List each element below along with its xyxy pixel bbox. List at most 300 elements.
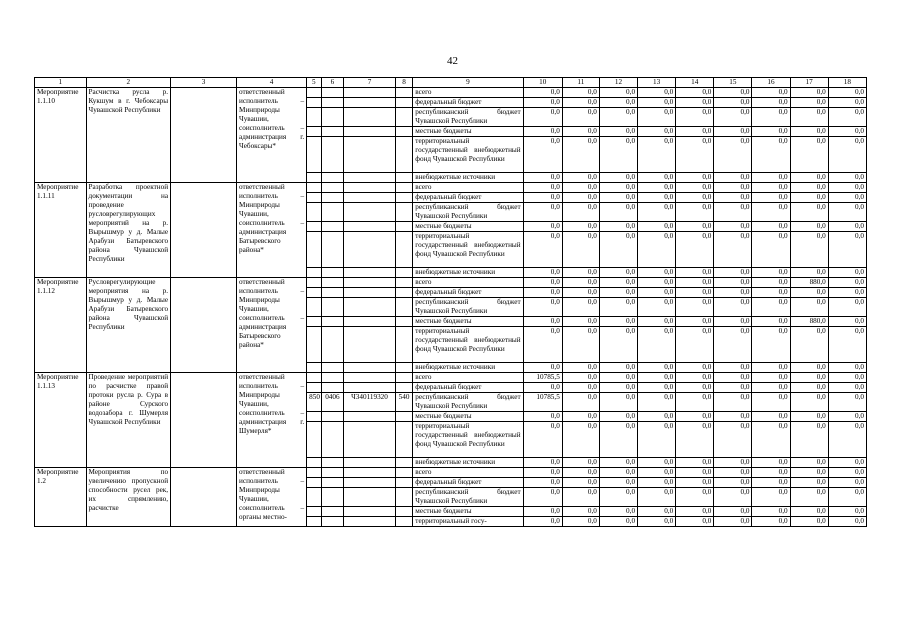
amount-cell: 0,0	[523, 363, 562, 373]
budget-code-c5	[307, 222, 321, 232]
column-number-header: 5	[307, 78, 321, 88]
amount-cell: 0,0	[752, 193, 790, 203]
amount-cell: 0,0	[790, 193, 828, 203]
amount-cell: 0,0	[599, 183, 637, 193]
column-number-header: 8	[395, 78, 413, 88]
amount-cell: 0,0	[714, 478, 752, 488]
amount-cell: 0,0	[676, 363, 714, 373]
amount-cell: 0,0	[714, 317, 752, 327]
budget-code-c5	[307, 298, 321, 317]
amount-cell: 0,0	[638, 458, 676, 468]
funding-source: территориальный государственный внебюджетный фонд Чувашской Республики	[413, 232, 523, 268]
amount-cell: 0,0	[828, 88, 866, 98]
amount-cell: 0,0	[599, 317, 637, 327]
funding-source: территориальный государственный внебюджетный фонд Чувашской Республики	[413, 137, 523, 173]
amount-cell: 0,0	[828, 98, 866, 108]
budget-code-c8	[395, 422, 413, 458]
funding-source: всего	[413, 278, 523, 288]
amount-cell: 0,0	[523, 203, 562, 222]
amount-cell: 0,0	[752, 232, 790, 268]
amount-cell: 0,0	[790, 173, 828, 183]
budget-code-c6	[321, 507, 344, 517]
amount-cell: 0,0	[828, 173, 866, 183]
amount-cell: 0,0	[676, 507, 714, 517]
column-number-header: 2	[86, 78, 171, 88]
budget-code-c8	[395, 458, 413, 468]
budget-code-c7	[344, 173, 396, 183]
amount-cell: 0,0	[523, 327, 562, 363]
column-number-header: 18	[828, 78, 866, 88]
budget-code-c7	[344, 507, 396, 517]
budget-code-c7	[344, 127, 396, 137]
budget-code-c6	[321, 517, 344, 527]
budget-code-c7: Ч340119320	[344, 393, 396, 412]
measure-id: Мероприятие 1.1.10	[35, 88, 87, 183]
amount-cell: 0,0	[790, 108, 828, 127]
funding-source: местные бюджеты	[413, 222, 523, 232]
amount-cell: 0,0	[599, 363, 637, 373]
amount-cell: 0,0	[714, 393, 752, 412]
budget-code-c6	[321, 98, 344, 108]
amount-cell: 0,0	[676, 193, 714, 203]
amount-cell: 0,0	[752, 373, 790, 383]
amount-cell: 0,0	[523, 278, 562, 288]
budget-code-c7	[344, 488, 396, 507]
amount-cell: 0,0	[638, 507, 676, 517]
amount-cell: 0,0	[752, 458, 790, 468]
amount-cell: 0,0	[562, 108, 599, 127]
funding-source: федеральный бюджет	[413, 98, 523, 108]
amount-cell: 0,0	[676, 137, 714, 173]
empty-cell	[171, 373, 237, 468]
amount-cell: 0,0	[676, 278, 714, 288]
funding-source: всего	[413, 88, 523, 98]
funding-source: федеральный бюджет	[413, 288, 523, 298]
budget-code-c5	[307, 278, 321, 288]
amount-cell: 0,0	[523, 478, 562, 488]
table-row	[35, 88, 867, 98]
funding-source: республиканский бюджет Чувашской Республики	[413, 108, 523, 127]
budget-code-c7	[344, 288, 396, 298]
amount-cell: 0,0	[828, 478, 866, 488]
funding-source: всего	[413, 373, 523, 383]
amount-cell: 0,0	[828, 393, 866, 412]
amount-cell: 0,0	[828, 488, 866, 507]
amount-cell: 10785,5	[523, 373, 562, 383]
amount-cell: 0,0	[714, 183, 752, 193]
amount-cell: 0,0	[752, 173, 790, 183]
amount-cell: 0,0	[752, 517, 790, 527]
amount-cell: 0,0	[828, 507, 866, 517]
amount-cell: 0,0	[828, 108, 866, 127]
amount-cell: 0,0	[599, 468, 637, 478]
amount-cell: 0,0	[828, 193, 866, 203]
budget-code-c8	[395, 317, 413, 327]
budget-code-c5	[307, 173, 321, 183]
budget-code-c6	[321, 222, 344, 232]
amount-cell: 0,0	[523, 222, 562, 232]
budget-code-c8	[395, 173, 413, 183]
amount-cell: 0,0	[790, 507, 828, 517]
amount-cell: 0,0	[752, 468, 790, 478]
amount-cell: 0,0	[562, 363, 599, 373]
budget-code-c7	[344, 203, 396, 222]
amount-cell: 0,0	[828, 203, 866, 222]
budget-code-c5	[307, 137, 321, 173]
empty-cell	[171, 88, 237, 183]
amount-cell: 0,0	[599, 327, 637, 363]
amount-cell: 0,0	[752, 137, 790, 173]
amount-cell: 0,0	[752, 327, 790, 363]
budget-code-c6	[321, 193, 344, 203]
amount-cell: 0,0	[828, 268, 866, 278]
budget-code-c7	[344, 268, 396, 278]
amount-cell: 0,0	[752, 488, 790, 507]
amount-cell: 0,0	[714, 137, 752, 173]
amount-cell: 0,0	[599, 137, 637, 173]
amount-cell: 0,0	[752, 222, 790, 232]
budget-code-c5	[307, 108, 321, 127]
budget-code-c5	[307, 517, 321, 527]
amount-cell: 0,0	[714, 488, 752, 507]
budget-code-c5	[307, 98, 321, 108]
amount-cell: 0,0	[562, 412, 599, 422]
amount-cell: 0,0	[523, 412, 562, 422]
column-number-header: 9	[413, 78, 523, 88]
amount-cell: 0,0	[638, 137, 676, 173]
amount-cell: 0,0	[523, 183, 562, 193]
amount-cell: 0,0	[752, 108, 790, 127]
amount-cell: 0,0	[790, 327, 828, 363]
amount-cell: 0,0	[599, 288, 637, 298]
amount-cell: 0,0	[676, 412, 714, 422]
budget-code-c5	[307, 488, 321, 507]
measure-id: Мероприятие 1.1.12	[35, 278, 87, 373]
amount-cell: 0,0	[714, 108, 752, 127]
budget-code-c8: 540	[395, 393, 413, 412]
budget-code-c8	[395, 232, 413, 268]
amount-cell: 0,0	[638, 393, 676, 412]
amount-cell: 0,0	[523, 317, 562, 327]
budget-code-c7	[344, 383, 396, 393]
budget-code-c6	[321, 183, 344, 193]
funding-source: федеральный бюджет	[413, 193, 523, 203]
amount-cell: 0,0	[752, 268, 790, 278]
budget-code-c8	[395, 278, 413, 288]
measure-title: Расчистка русла р. Кукшум в г. Чебоксары Чувашской Республики	[86, 88, 171, 183]
funding-source: федеральный бюджет	[413, 383, 523, 393]
amount-cell: 0,0	[599, 373, 637, 383]
column-number-header: 1	[35, 78, 87, 88]
funding-source: всего	[413, 183, 523, 193]
amount-cell: 0,0	[638, 127, 676, 137]
amount-cell: 0,0	[752, 88, 790, 98]
budget-code-c5	[307, 232, 321, 268]
amount-cell: 0,0	[790, 98, 828, 108]
amount-cell: 880,0	[790, 317, 828, 327]
amount-cell: 0,0	[562, 458, 599, 468]
amount-cell: 0,0	[714, 278, 752, 288]
amount-cell: 0,0	[676, 88, 714, 98]
budget-code-c6	[321, 127, 344, 137]
budget-code-c6	[321, 478, 344, 488]
column-number-header: 12	[599, 78, 637, 88]
budget-code-c5	[307, 317, 321, 327]
amount-cell: 0,0	[790, 393, 828, 412]
budget-code-c6	[321, 137, 344, 173]
amount-cell: 0,0	[790, 363, 828, 373]
amount-cell: 0,0	[676, 468, 714, 478]
amount-cell: 0,0	[676, 327, 714, 363]
amount-cell: 0,0	[714, 173, 752, 183]
budget-code-c8	[395, 108, 413, 127]
budget-code-c5	[307, 373, 321, 383]
budget-code-c7	[344, 278, 396, 288]
budget-code-c7	[344, 517, 396, 527]
funding-source: местные бюджеты	[413, 127, 523, 137]
amount-cell: 0,0	[828, 517, 866, 527]
budget-code-c6	[321, 317, 344, 327]
amount-cell: 0,0	[676, 108, 714, 127]
amount-cell: 0,0	[714, 327, 752, 363]
budget-code-c7	[344, 412, 396, 422]
amount-cell: 0,0	[562, 383, 599, 393]
column-number-header: 10	[523, 78, 562, 88]
amount-cell: 0,0	[828, 317, 866, 327]
amount-cell: 0,0	[562, 222, 599, 232]
funding-source: местные бюджеты	[413, 412, 523, 422]
budget-code-c6	[321, 468, 344, 478]
measure-title: Мероприятия по увеличению пропускной способности русел рек, их спрямлению, расчистке	[86, 468, 171, 527]
amount-cell: 0,0	[562, 88, 599, 98]
amount-cell: 0,0	[790, 268, 828, 278]
amount-cell: 0,0	[752, 383, 790, 393]
amount-cell: 0,0	[562, 327, 599, 363]
amount-cell: 0,0	[676, 183, 714, 193]
budget-code-c6	[321, 327, 344, 363]
budget-code-c8	[395, 468, 413, 478]
amount-cell: 0,0	[599, 278, 637, 288]
amount-cell: 0,0	[752, 98, 790, 108]
amount-cell: 0,0	[562, 373, 599, 383]
amount-cell: 0,0	[790, 517, 828, 527]
column-number-header: 3	[171, 78, 237, 88]
responsible-executor: ответственный исполнитель – Минприроды Чувашии, соисполнитель – администрация г. Чебоксары*	[237, 88, 307, 183]
budget-code-c5	[307, 507, 321, 517]
amount-cell: 0,0	[790, 137, 828, 173]
budget-code-c8	[395, 288, 413, 298]
funding-source: территориальный государственный внебюджетный фонд Чувашской Республики	[413, 422, 523, 458]
funding-source: местные бюджеты	[413, 507, 523, 517]
amount-cell: 0,0	[676, 488, 714, 507]
column-number-header: 16	[752, 78, 790, 88]
amount-cell: 0,0	[562, 268, 599, 278]
amount-cell: 0,0	[599, 127, 637, 137]
budget-code-c7	[344, 193, 396, 203]
amount-cell: 0,0	[714, 203, 752, 222]
amount-cell: 0,0	[752, 298, 790, 317]
budget-code-c8	[395, 203, 413, 222]
column-number-header: 7	[344, 78, 396, 88]
amount-cell: 0,0	[599, 88, 637, 98]
budget-code-c6	[321, 268, 344, 278]
budget-code-c8	[395, 478, 413, 488]
amount-cell: 0,0	[638, 183, 676, 193]
amount-cell: 0,0	[638, 373, 676, 383]
amount-cell: 0,0	[638, 478, 676, 488]
budget-code-c7	[344, 137, 396, 173]
amount-cell: 0,0	[676, 288, 714, 298]
amount-cell: 0,0	[638, 173, 676, 183]
column-number-header: 11	[562, 78, 599, 88]
table-row	[35, 278, 867, 288]
budget-code-c6: 0406	[321, 393, 344, 412]
amount-cell: 0,0	[599, 203, 637, 222]
budget-code-c5	[307, 268, 321, 278]
amount-cell: 0,0	[562, 193, 599, 203]
amount-cell: 0,0	[638, 268, 676, 278]
amount-cell: 0,0	[790, 478, 828, 488]
amount-cell: 0,0	[714, 383, 752, 393]
amount-cell: 0,0	[523, 383, 562, 393]
amount-cell: 0,0	[714, 98, 752, 108]
budget-code-c8	[395, 412, 413, 422]
amount-cell: 0,0	[638, 232, 676, 268]
amount-cell: 0,0	[562, 422, 599, 458]
amount-cell: 0,0	[562, 137, 599, 173]
column-number-header: 17	[790, 78, 828, 88]
amount-cell: 0,0	[638, 412, 676, 422]
budget-code-c7	[344, 98, 396, 108]
budget-code-c8	[395, 127, 413, 137]
amount-cell: 0,0	[790, 127, 828, 137]
amount-cell: 0,0	[523, 288, 562, 298]
amount-cell: 0,0	[562, 468, 599, 478]
funding-source: внебюджетные источники	[413, 363, 523, 373]
amount-cell: 0,0	[828, 373, 866, 383]
amount-cell: 0,0	[752, 412, 790, 422]
funding-source: местные бюджеты	[413, 317, 523, 327]
amount-cell: 0,0	[523, 268, 562, 278]
amount-cell: 0,0	[638, 298, 676, 317]
amount-cell: 0,0	[599, 458, 637, 468]
budget-code-c5	[307, 383, 321, 393]
column-number-header: 6	[321, 78, 344, 88]
budget-code-c6	[321, 173, 344, 183]
amount-cell: 0,0	[599, 517, 637, 527]
amount-cell: 0,0	[752, 507, 790, 517]
budget-code-c5	[307, 327, 321, 363]
amount-cell: 0,0	[828, 327, 866, 363]
amount-cell: 0,0	[828, 363, 866, 373]
amount-cell: 0,0	[714, 268, 752, 278]
measure-id: Мероприятие 1.1.11	[35, 183, 87, 278]
budget-code-c8	[395, 222, 413, 232]
amount-cell: 0,0	[676, 232, 714, 268]
table-row	[35, 183, 867, 193]
amount-cell: 0,0	[828, 183, 866, 193]
amount-cell: 0,0	[562, 298, 599, 317]
funding-source: территориальный государственный внебюджетный фонд Чувашской Республики	[413, 327, 523, 363]
amount-cell: 0,0	[638, 363, 676, 373]
budget-code-c5: 850	[307, 393, 321, 412]
amount-cell: 0,0	[523, 193, 562, 203]
funding-source: внебюджетные источники	[413, 173, 523, 183]
amount-cell: 0,0	[523, 137, 562, 173]
funding-source: республиканский бюджет Чувашской Республики	[413, 203, 523, 222]
amount-cell: 0,0	[638, 517, 676, 527]
column-number-header: 15	[714, 78, 752, 88]
amount-cell: 0,0	[638, 203, 676, 222]
funding-source: федеральный бюджет	[413, 478, 523, 488]
amount-cell: 0,0	[714, 507, 752, 517]
funding-source: республиканский бюджет Чувашской Республики	[413, 298, 523, 317]
budget-code-c6	[321, 383, 344, 393]
budget-code-c8	[395, 327, 413, 363]
amount-cell: 0,0	[599, 422, 637, 458]
budget-code-c7	[344, 363, 396, 373]
amount-cell: 0,0	[638, 468, 676, 478]
measure-title: Проведение мероприятий по расчистке правой протоки русла р. Сура в районе Сурского водозабора г. Шумерля Чувашской Республики	[86, 373, 171, 468]
amount-cell: 0,0	[828, 298, 866, 317]
amount-cell: 0,0	[638, 288, 676, 298]
amount-cell: 0,0	[562, 478, 599, 488]
amount-cell: 0,0	[790, 222, 828, 232]
budget-code-c8	[395, 137, 413, 173]
budget-code-c5	[307, 363, 321, 373]
amount-cell: 0,0	[676, 373, 714, 383]
amount-cell: 0,0	[523, 458, 562, 468]
amount-cell: 0,0	[752, 422, 790, 458]
amount-cell: 0,0	[752, 317, 790, 327]
amount-cell: 0,0	[752, 203, 790, 222]
amount-cell: 0,0	[638, 222, 676, 232]
column-number-header: 13	[638, 78, 676, 88]
measure-title: Русловрегулирующие мероприятия на р. Вырышмур у д. Малые Арабузи Батыревского района Чувашской Республики	[86, 278, 171, 373]
budget-code-c6	[321, 88, 344, 98]
budget-code-c7	[344, 232, 396, 268]
amount-cell: 0,0	[638, 88, 676, 98]
budget-code-c7	[344, 478, 396, 488]
amount-cell: 0,0	[676, 203, 714, 222]
budget-code-c8	[395, 268, 413, 278]
amount-cell: 0,0	[562, 232, 599, 268]
amount-cell: 0,0	[676, 393, 714, 412]
budget-code-c8	[395, 383, 413, 393]
amount-cell: 0,0	[638, 278, 676, 288]
amount-cell: 0,0	[599, 298, 637, 317]
amount-cell: 0,0	[676, 268, 714, 278]
budget-code-c8	[395, 488, 413, 507]
budget-code-c6	[321, 422, 344, 458]
amount-cell: 0,0	[752, 363, 790, 373]
amount-cell: 0,0	[599, 478, 637, 488]
budget-code-c6	[321, 298, 344, 317]
budget-code-c8	[395, 507, 413, 517]
amount-cell: 0,0	[638, 488, 676, 507]
amount-cell: 0,0	[714, 373, 752, 383]
funding-source: всего	[413, 468, 523, 478]
amount-cell: 0,0	[523, 517, 562, 527]
budget-code-c6	[321, 278, 344, 288]
budget-code-c5	[307, 468, 321, 478]
amount-cell: 0,0	[562, 183, 599, 193]
amount-cell: 0,0	[638, 317, 676, 327]
budget-code-c6	[321, 412, 344, 422]
budget-code-c6	[321, 108, 344, 127]
funding-source: республиканский бюджет Чувашской Республики	[413, 488, 523, 507]
amount-cell: 0,0	[752, 478, 790, 488]
